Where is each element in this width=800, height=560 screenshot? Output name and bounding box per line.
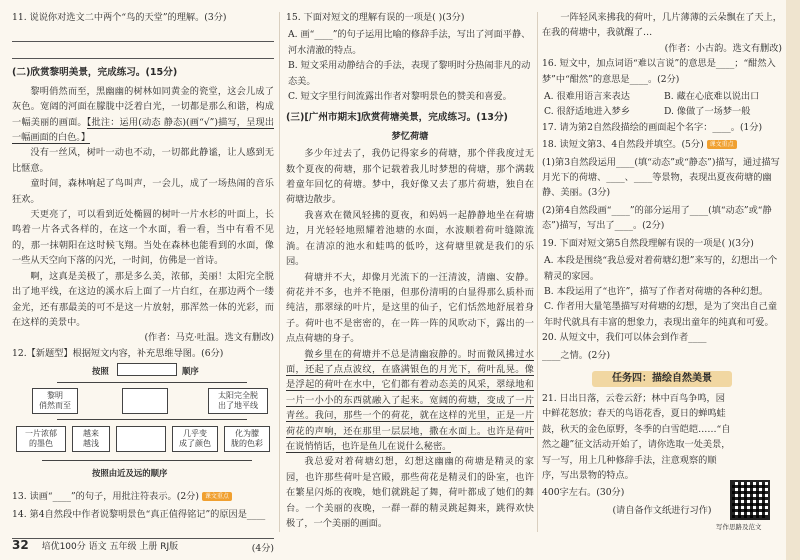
question-21-tail: 400字左右。(30分) bbox=[542, 487, 625, 499]
passage-paragraph: 啊，这真是美极了，那是多么美，浓郁，美丽！太阳完全脱出了地平线，在这边的溪水后上面了一片白红，在那边两个一缕金光，还有那最美的可不是这一片放射，那浑然一体的光彩，而在这样的美景中。 bbox=[12, 270, 274, 328]
left-column bbox=[12, 10, 274, 556]
option-c[interactable]: C. 作者用大量笔墨描写对荷塘的幻想，是为了突出自己童年时代就具有丰富的想象力，表现出童年的纯真和可爱。 bbox=[544, 301, 778, 328]
option-c[interactable]: C. 短文字里行间流露出作者对黎明景色的赞美和喜爱。 bbox=[288, 91, 512, 103]
passage-paragraph: 我喜欢在微风轻拂的夏夜，和妈妈一起静静地坐在荷塘边，月光轻轻地照耀着池塘的水面，水波顺着荷叶缝隙流淌。在清凉的池水和蛙鸣的低吟，这荷塘里就是我们的乐园。 bbox=[286, 209, 534, 268]
passage-paragraph: 一阵轻风来拂我的荷叶，几片薄薄的云朵飘在了天上，在我的荷塘中，我就醒了… bbox=[542, 12, 782, 39]
option-b[interactable]: B. 本段运用了“也许”，描写了作者对荷塘的各种幻想。 bbox=[544, 285, 769, 297]
mind-map-node: 几乎变 成了颜色 bbox=[172, 426, 218, 452]
mind-map-node: 一片浓郁 的墨色 bbox=[16, 426, 66, 452]
mind-map-node: 化为朦 胧的色彩 bbox=[224, 426, 270, 452]
mind-map-node: 越来 越浅 bbox=[72, 426, 110, 452]
mind-map-node: 黎明 俏然而至 bbox=[32, 388, 78, 414]
writing-note: (请自备作文纸进行习作) bbox=[612, 504, 712, 516]
page-footer bbox=[12, 538, 178, 552]
question-11: 11. 说说你对选文二中两个“鸟的天堂”的理解。(3分) bbox=[12, 12, 227, 23]
mind-map-top-right: 顺序 bbox=[182, 366, 199, 377]
right-column bbox=[542, 10, 782, 518]
page-number: 32 bbox=[12, 538, 29, 552]
question-15: 15. 下面对短文的理解有误的一项是( )(3分) bbox=[286, 12, 465, 23]
option-d[interactable]: D. 像做了一场梦一般 bbox=[664, 106, 751, 118]
question-18-2: (2)第4自然段画“____”的部分运用了____(填“动态”或“静态”)描写，写出了____。(2分) bbox=[542, 204, 772, 232]
question-16: 16. 短文中，加点词语“难以言说”的意思是____；“酣然入梦”中“酣然”的意思是____。(2分) bbox=[542, 58, 776, 85]
key-badge: 课文重点 bbox=[707, 140, 737, 149]
option-a[interactable]: A. 很难用语言来表达 bbox=[544, 91, 630, 103]
qr-caption: 写作思路及范文 bbox=[716, 523, 762, 531]
middle-column bbox=[286, 10, 534, 531]
mind-map-top-left: 按照 bbox=[92, 366, 109, 377]
mind-map-node: 太阳完全脱 出了地平线 bbox=[208, 388, 268, 414]
section-3-heading: (三)[广州市期末]欣赏荷塘美景，完成练习。(13分) bbox=[286, 112, 508, 124]
question-18-1: (1)第3自然段运用____(填“动态”或“静态”)描写，通过描写月光下的荷塘、____、____等景物，表现出夏夜荷塘的幽静、美丽。(3分) bbox=[542, 156, 780, 199]
footer-text: 培优100分 语文 五年级 上册 RJ版 bbox=[41, 542, 179, 552]
question-20: 20. 从短文中，我们可以体会到作者____ bbox=[542, 332, 707, 344]
column-divider bbox=[537, 12, 538, 532]
connector-line bbox=[57, 419, 247, 420]
question-18: 18. 读短文第3、4自然段并填空。(5分) 课文重点 bbox=[542, 137, 782, 152]
option-b[interactable]: B. 藏在心底难以说出口 bbox=[664, 91, 760, 103]
passage-paragraph: 微乡里在的荷塘并不总是清幽寂静的。时而微风拂过水面，还起了点点波纹，在盛满银色的月光下，荷叶乱晃。像是浮起的荷叶在水中，它们都有着动态美的风采，翠绿地和一片一小小的东西就融入了起来。宽阔的荷塘，变成了一片青丝。我问，那些一个的荷花，就在这样的光里，正是一片荷花的声响，还在那里一层层地，撒在水面上。也许是荷叶在说悄悄话，也许是鱼儿在说什么秘密。 bbox=[286, 348, 534, 452]
options-16 bbox=[542, 89, 782, 120]
connector-line bbox=[57, 382, 247, 383]
question-14: 14. 第4自然段中作者说黎明景色“真正值得铭记”的原因是____ bbox=[12, 508, 266, 520]
passage-paragraph: 童时间，森林响起了鸟叫声，一会儿，成了一场热闹的音乐狂欢。 bbox=[12, 178, 274, 205]
passage-paragraph: 黎明俏然而至，黑幽幽的树林如同黄金的瓷堂，这会儿成了灰色。宽阔的河面在朦胧中泛着白光，一切都是那么和谐，构成一幅美丽的画面。【批注：运用(动态 静态)(画“√”)描写，呈现出一幅画面的白色。】 bbox=[12, 85, 275, 144]
option-b[interactable]: B. 短文采用动静结合的手法，表现了黎明时分热闹非凡的动态美。 bbox=[288, 60, 531, 87]
passage-title: 梦忆荷塘 bbox=[391, 130, 429, 142]
answer-line[interactable] bbox=[12, 27, 274, 42]
passage-paragraph: 天更亮了，可以看到近处椭圆的树叶一片水杉的叶面上，长鸣着一片各式各样的，在这一个水面，看一看，当中有看不见的，那一抹朝阳在这时候飞翔。当处在森林也能看到的水面，像一些从天空向下落的闪光，一时间，仿佛是一首诗。 bbox=[12, 209, 274, 267]
column-divider bbox=[279, 12, 280, 532]
question-21: 21. 日出日落，云卷云舒；林中百鸟争鸣，园中鲜花怒放；春天的鸟语花香，夏日的蝉鸣蛙鼓，秋天的金色原野，冬季的白雪皑皑……“自然之趣”征文活动开始了，请你选取一处美景，写一写，用上几种修辞手法，注意观察的顺序，写出景物的特点。 bbox=[542, 392, 731, 481]
answer-line[interactable] bbox=[12, 524, 274, 539]
mind-map-bottom-label: 按照由近及远的顺序 bbox=[92, 468, 168, 479]
question-12: 12.【新题型】根据短文内容，补充思维导图。(6分) bbox=[12, 347, 224, 359]
score-note: (4分) bbox=[251, 542, 274, 554]
passage-paragraph: 荷塘并不大，却像月光流下的一汪清波，清幽、安静。荷花并不多，也并不艳丽，但那份清明的白显得那么质朴而纯洁，那翠绿的叶片，是这里的仙子，它们恬然地舒展着身子。荷叶也不是密密的，在一阵一阵的风吹动下，露出的一点点荷塘的身子。 bbox=[286, 271, 534, 345]
answer-line[interactable] bbox=[12, 44, 274, 59]
option-a[interactable]: A. 画“____”的句子运用比喻的修辞手法，写出了河面平静、河水清澈的特点。 bbox=[288, 29, 531, 56]
passage-paragraph: 多少年过去了，我仍记得家乡的荷塘，那个伴我度过无数个夏夜的荷塘，那个记载着我儿时梦想的荷塘，那个满载着童年回忆的荷塘。梦中，我好像又去了那片荷塘，独自在荷塘边散步。 bbox=[286, 148, 534, 206]
key-badge: 课文重点 bbox=[202, 492, 232, 501]
question-13: 13. 读画“____”的句子，用批注符表示。(2分) 课文重点 bbox=[12, 489, 274, 504]
passage-paragraph: 没有一丝风，树叶一动也不动，一切都此静谧，让人感到无比惬意。 bbox=[12, 147, 274, 174]
mind-map-blank[interactable] bbox=[117, 363, 177, 376]
mind-map bbox=[12, 364, 274, 486]
question-17: 17. 请为第2自然段描绘的画面起个名字：____。(1分) bbox=[542, 121, 763, 133]
connector-line bbox=[42, 460, 252, 461]
mind-map-blank[interactable] bbox=[122, 388, 168, 414]
source-note: (作者：小古韵。选文有删改) bbox=[664, 42, 782, 54]
option-c[interactable]: C. 很舒适地进入梦乡 bbox=[544, 106, 631, 118]
source-note: (作者：马克·吐温。选文有删改) bbox=[144, 332, 274, 344]
question-19: 19. 下面对短文第5自然段理解有误的一项是( )(3分) bbox=[542, 237, 754, 249]
qr-code-icon[interactable] bbox=[730, 480, 770, 520]
question-20-tail: ____之情。(2分) bbox=[542, 349, 611, 361]
edge-strip bbox=[786, 0, 800, 560]
option-a[interactable]: A. 本段是围绕“我总爱对着荷塘幻想”来写的，幻想出一个精灵的家园。 bbox=[544, 255, 778, 282]
section-2-heading: (二)欣赏黎明美景，完成练习。(15分) bbox=[12, 67, 178, 79]
mind-map-blank[interactable] bbox=[116, 426, 166, 452]
task-4-banner: 任务四：描绘自然美景 bbox=[592, 371, 732, 387]
passage-paragraph: 我总爱对着荷塘幻想，幻想这幽幽的荷塘是精灵的家园，也许那些荷叶是宫殿，那些荷花是精灵们的卧室，也许在繁星闪烁的夜晚，她们就跳起了舞，荷叶都成了她们的舞台。一个美丽的夜晚，一群一群的精灵跳起舞来，跳得欢快极了，一个美丽的画面。 bbox=[286, 456, 534, 529]
